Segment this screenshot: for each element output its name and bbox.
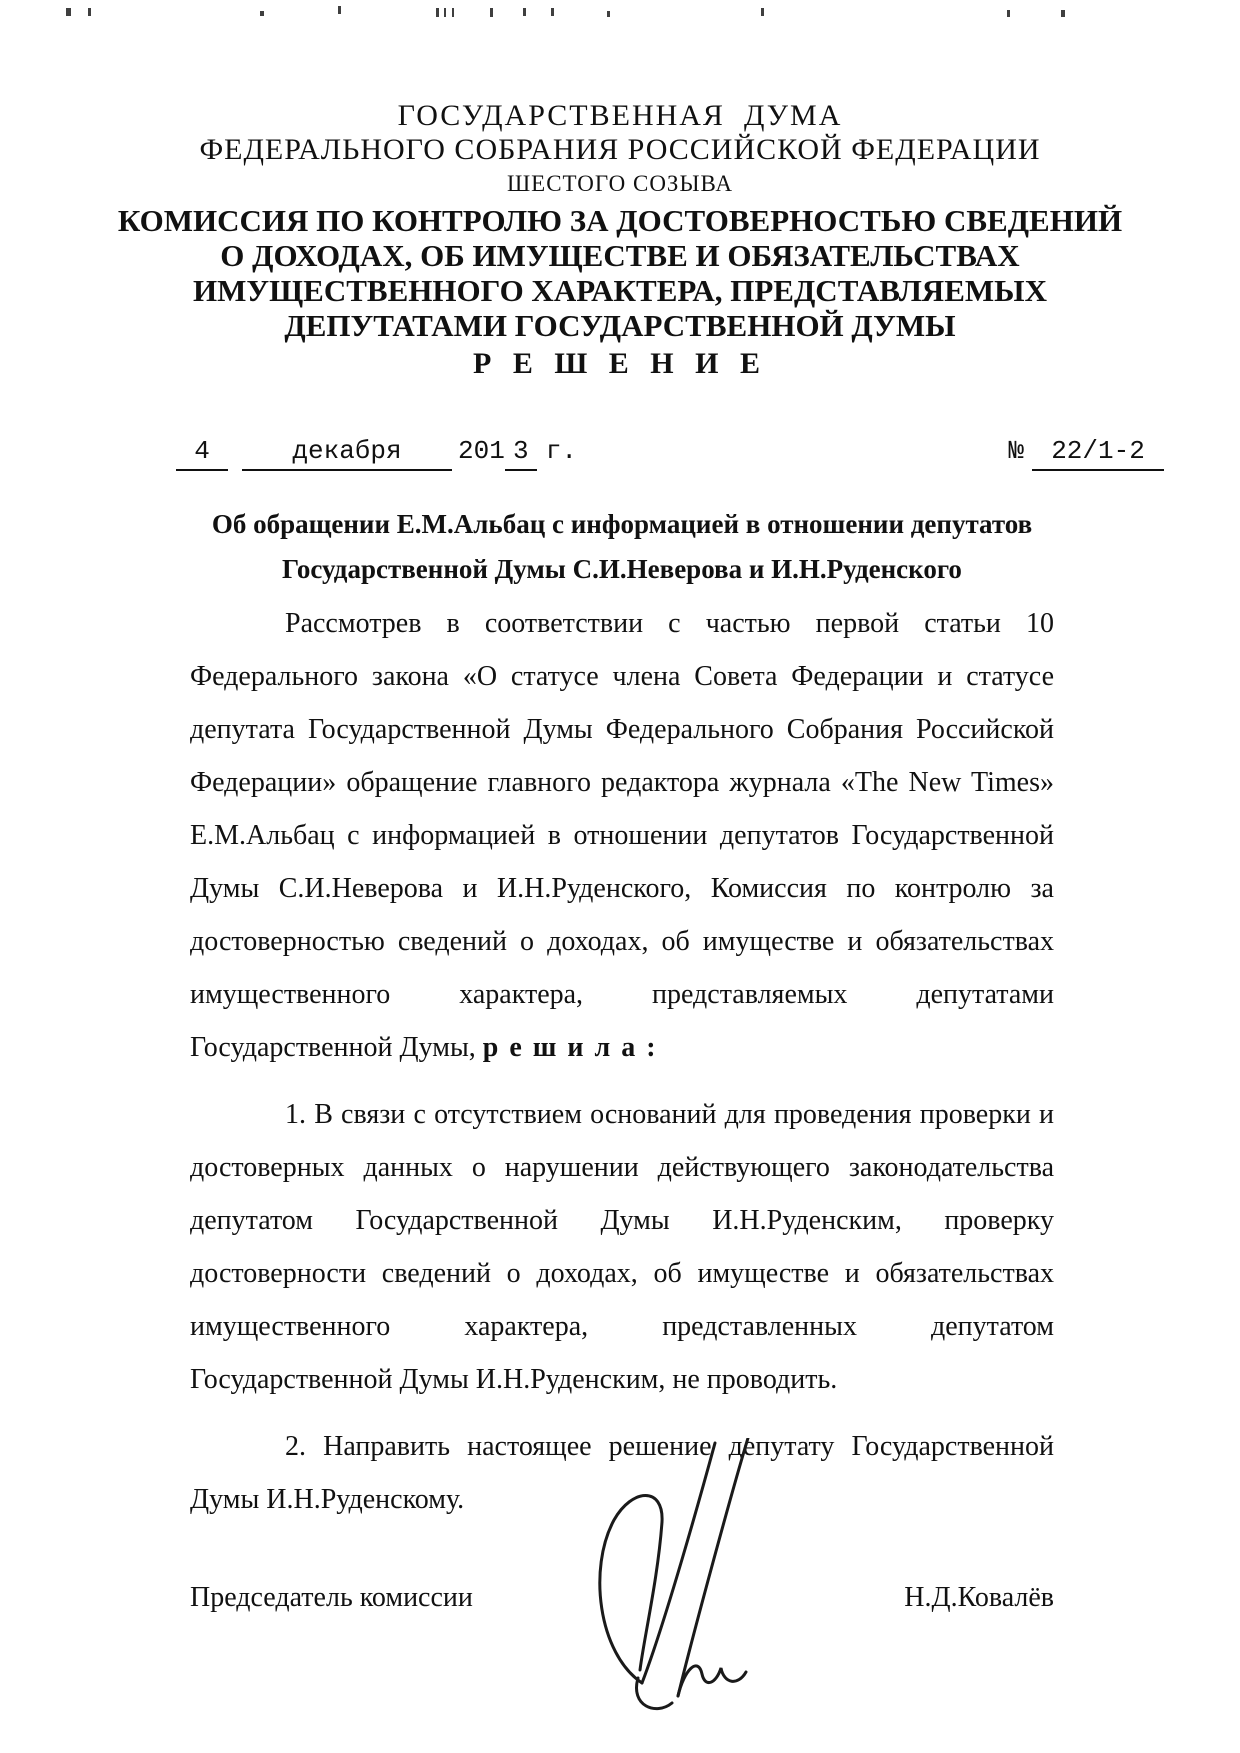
signer-position: Председатель комиссии [190, 1582, 473, 1613]
document-number: 22/1-2 [1032, 436, 1164, 471]
scan-artifact [260, 11, 264, 16]
date-day: 4 [176, 436, 228, 471]
subject-line: Об обращении Е.М.Альбац с информацией в отношении депутатов [211, 509, 1033, 539]
date-group [176, 436, 577, 471]
org-name-line2: ФЕДЕРАЛЬНОГО СОБРАНИЯ РОССИЙСКОЙ ФЕДЕРАЦИИ [199, 133, 1041, 166]
decision-item-2: 2. Направить настоящее решение депутату Государственной Думы И.Н.Руденскому. [190, 1431, 1054, 1515]
scan-artifact [452, 8, 454, 17]
commission-name [0, 203, 1240, 343]
date-year-prefix: 201 [458, 436, 505, 466]
commission-name-line: ДЕПУТАТАМИ ГОСУДАРСТВЕННОЙ ДУМЫ [284, 308, 956, 343]
scan-artifact [66, 8, 71, 16]
date-and-number-row [176, 436, 1164, 471]
scan-artifact [88, 8, 91, 16]
commission-name-line: О ДОХОДАХ, ОБ ИМУЩЕСТВЕ И ОБЯЗАТЕЛЬСТВАХ [220, 238, 1020, 273]
scan-artifact [338, 6, 341, 14]
scan-artifact [523, 8, 526, 16]
convocation-line: ШЕСТОГО СОЗЫВА [506, 171, 734, 196]
document-number-group [1008, 436, 1164, 471]
date-month: декабря [242, 436, 452, 471]
handwritten-signature [580, 1438, 810, 1718]
scan-artifact [761, 8, 764, 16]
scan-artifact [1061, 10, 1065, 17]
date-year-suffix: г. [545, 436, 578, 466]
date-year-last-digit: 3 [505, 436, 537, 471]
document-body [190, 597, 1054, 1540]
commission-name-line: КОМИССИЯ ПО КОНТРОЛЮ ЗА ДОСТОВЕРНОСТЬЮ СВЕДЕНИЙ [117, 203, 1123, 238]
scan-artifact [1007, 10, 1010, 17]
commission-name-line: ИМУЩЕСТВЕННОГО ХАРАКТЕРА, ПРЕДСТАВЛЯЕМЫХ [193, 273, 1047, 308]
scan-artifact [490, 8, 493, 17]
document-type-heading: Р Е Ш Е Н И Е [473, 347, 767, 380]
scan-artifact [444, 8, 446, 17]
number-sign: № [1008, 436, 1024, 466]
scan-artifact [607, 11, 610, 17]
decision-item-1: 1. В связи с отсутствием оснований для проведения проверки и достоверных данных о нарушении действующего законодательства депутатом Государственной Думы И.Н.Руденским, проверку достоверности сведений о доходах, об имуществе и обязательствах имущественного характера, представленных депутатом Государственной Думы И.Н.Руденским, не проводить. [190, 1099, 1054, 1395]
signer-name: Н.Д.Ковалёв [904, 1582, 1054, 1613]
scan-artifact [436, 8, 439, 17]
org-name-line1: ГОСУДАРСТВЕННАЯ ДУМА [397, 99, 843, 132]
preamble-text: Рассмотрев в соответствии с частью первой статьи 10 Федерального закона «О статусе члена Совета Федерации и статусе депутата Государственной Думы Федерального Собрания Российской Федерации» обращение главного редактора журнала «The New Times» Е.М.Альбац с информацией в отношении депутатов Государственной Думы С.И.Неверова и И.Н.Руденского, Комиссия по контролю за достоверностью сведений о доходах, об имуществе и обязательствах имущественного характера, представляемых депутатами Государственной Думы, [190, 608, 1054, 1063]
scan-artifact [551, 8, 554, 16]
subject-line: Государственной Думы С.И.Неверова и И.Н.Руденского [282, 554, 962, 584]
document-subject [190, 502, 1054, 592]
preamble-paragraph [190, 597, 1054, 1074]
signature-icon [580, 1438, 810, 1718]
decision-word: р е ш и л а : [482, 1032, 658, 1063]
